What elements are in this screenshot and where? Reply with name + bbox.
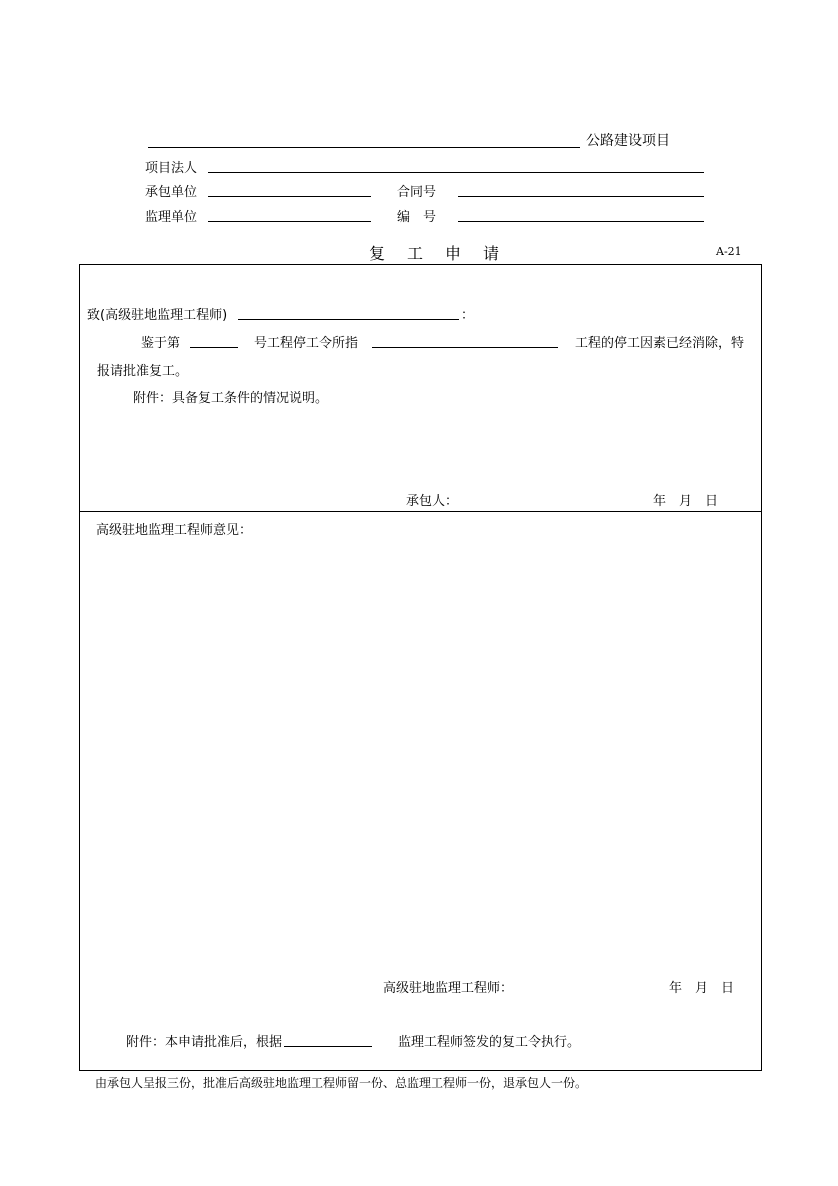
line1-suffix: 工程的停工因素已经消除，特 [575, 336, 745, 351]
project-legal-person-line[interactable] [208, 172, 704, 173]
engineer-name-line[interactable] [238, 319, 459, 320]
contract-no-label: 合同号 [397, 185, 437, 200]
project-ref-line[interactable] [372, 347, 558, 348]
to-colon: ： [461, 308, 475, 323]
contractor-signer-label: 承包人： [406, 494, 459, 509]
line2-text: 报请批准复工。 [97, 364, 189, 379]
contractor-date-label: 年 月 日 [653, 494, 719, 509]
attachment-note: 附件：具备复工条件的情况说明。 [133, 391, 329, 406]
supervisor-unit-line[interactable] [208, 221, 371, 222]
contractor-line[interactable] [208, 196, 371, 197]
engineer-signer-label: 高级驻地监理工程师： [383, 981, 514, 996]
project-suffix: 公路建设项目 [586, 133, 670, 149]
form-code: A-21 [716, 245, 742, 258]
footer-note: 由承包人呈报三份，批准后高级驻地监理工程师留一份、总监理工程师一份，退承包人一份。 [95, 1076, 588, 1090]
stop-order-no-line[interactable] [190, 347, 238, 348]
approval-attachment-prefix: 附件：本申请批准后，根据 [126, 1035, 283, 1050]
to-label: 致(高级驻地监理工程师) [87, 308, 228, 323]
contract-no-line[interactable] [458, 196, 704, 197]
serial-no-line[interactable] [458, 221, 704, 222]
line1-prefix: 鉴于第 [141, 336, 181, 351]
supervisor-unit-label: 监理单位 [145, 210, 198, 225]
project-name-line[interactable] [148, 147, 580, 148]
engineer-date-label: 年 月 日 [669, 981, 735, 996]
contractor-label: 承包单位 [145, 185, 198, 200]
serial-no-label: 编 号 [397, 210, 437, 225]
project-legal-person-label: 项目法人 [145, 161, 198, 176]
approval-attachment-suffix: 监理工程师签发的复工令执行。 [398, 1035, 581, 1050]
opinion-label: 高级驻地监理工程师意见： [96, 523, 253, 538]
section-divider [79, 511, 761, 512]
form-box [79, 264, 762, 1071]
issuer-line[interactable] [284, 1046, 372, 1047]
line1-mid: 号工程停工令所指 [254, 336, 359, 351]
form-title: 复工申请 [369, 244, 522, 263]
